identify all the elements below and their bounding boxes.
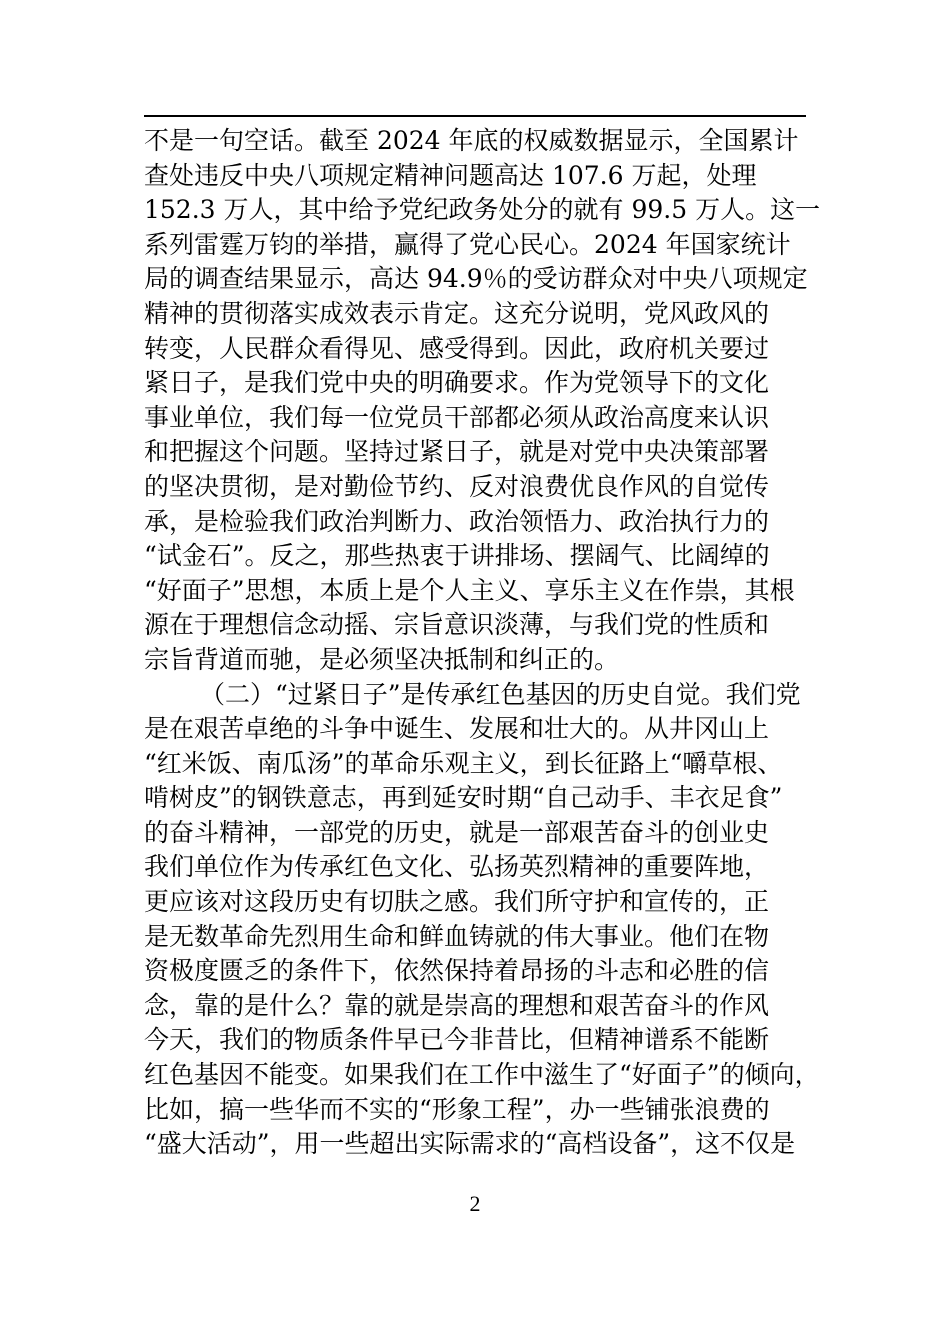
text-line: “好面子”思想，本质上是个人主义、享乐主义在作祟，其根 (144, 575, 795, 605)
text-line: 啃树皮”的钢铁意志，再到延安时期“自己动手、丰衣足食” (144, 783, 783, 813)
page-number: 2 (469, 1191, 481, 1216)
text-line: 的奋斗精神，一部党的历史，就是一部艰苦奋斗的创业史 (144, 817, 770, 847)
text-line: 资极度匮乏的条件下，依然保持着昂扬的斗志和必胜的信 (144, 956, 770, 986)
body-text (144, 124, 821, 1162)
text-line: 不是一句空话。截至 2024 年底的权威数据显示，全国累计 (144, 126, 799, 155)
header-rule (144, 115, 806, 117)
text-line: 局的调查结果显示，高达 94.9％的受访群众对中央八项规定 (144, 264, 808, 294)
text-line: “试金石”。反之，那些热衷于讲排场、摆阔气、比阔绰的 (144, 541, 770, 571)
text-line: 紧日子，是我们党中央的明确要求。作为党领导下的文化 (144, 368, 770, 398)
text-line: 152.3 万人，其中给予党纪政务处分的就有 99.5 万人。这一 (144, 195, 821, 225)
text-line: 系列雷霆万钧的举措，赢得了党心民心。2024 年国家统计 (144, 229, 791, 259)
section-heading-line: （二）“过紧日子”是传承红色基因的历史自觉。我们党 (200, 679, 801, 709)
text-line: 比如，搞一些华而不实的“形象工程”，办一些铺张浪费的 (144, 1094, 770, 1124)
text-line: 是在艰苦卓绝的斗争中诞生、发展和壮大的。从井冈山上 (144, 714, 770, 744)
text-line: 红色基因不能变。如果我们在工作中滋生了“好面子”的倾向， (144, 1060, 820, 1090)
text-line: 承，是检验我们政治判断力、政治领悟力、政治执行力的 (144, 506, 770, 536)
text-line: 事业单位，我们每一位党员干部都必须从政治高度来认识 (144, 402, 770, 432)
text-line: 是无数革命先烈用生命和鲜血铸就的伟大事业。他们在物 (144, 921, 770, 951)
text-line: 源在于理想信念动摇、宗旨意识淡薄，与我们党的性质和 (144, 610, 770, 640)
text-line: “红米饭、南瓜汤”的革命乐观主义，到长征路上“嚼草根、 (144, 748, 783, 778)
text-line: 转变，人民群众看得见、感受得到。因此，政府机关要过 (144, 333, 770, 363)
text-line: “盛大活动”，用一些超出实际需求的“高档设备”，这不仅是 (144, 1129, 796, 1159)
text-line: 精神的贯彻落实成效表示肯定。这充分说明，党风政风的 (144, 298, 770, 328)
text-line: 更应该对这段历史有切肤之感。我们所守护和宣传的，正 (144, 887, 770, 917)
text-line: 查处违反中央八项规定精神问题高达 107.6 万起，处理 (144, 160, 757, 190)
text-line: 我们单位作为传承红色文化、弘扬英烈精神的重要阵地， (144, 852, 770, 882)
text-line: 宗旨背道而驰，是必须坚决抵制和纠正的。 (144, 644, 620, 674)
text-line: 的坚决贯彻，是对勤俭节约、反对浪费优良作风的自觉传 (144, 471, 770, 501)
text-line: 和把握这个问题。坚持过紧日子，就是对党中央决策部署 (144, 437, 770, 467)
text-line: 念，靠的是什么？靠的就是崇高的理想和艰苦奋斗的作风 (144, 990, 770, 1020)
text-line: 今天，我们的物质条件早已今非昔比，但精神谱系不能断 (144, 1025, 770, 1055)
